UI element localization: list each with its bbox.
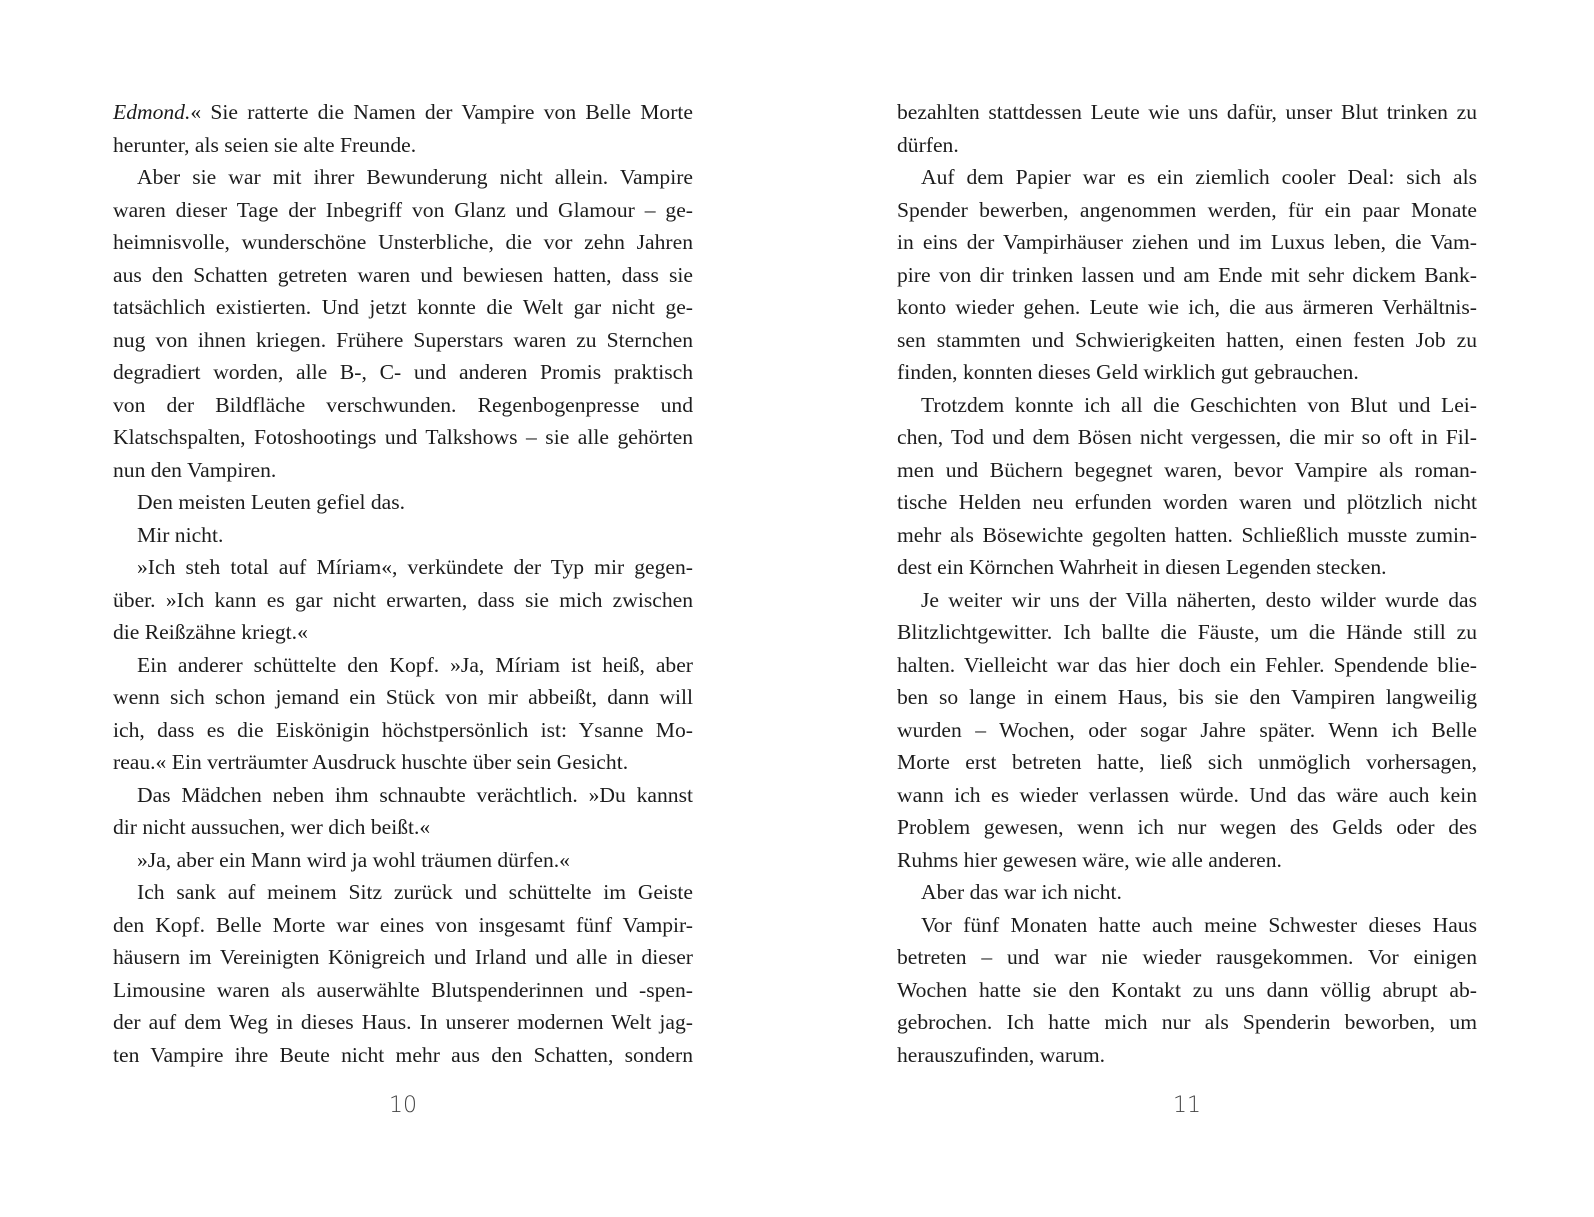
text-line: konto wieder gehen. Leute wie ich, die aus ärmeren Verhältnis-	[897, 295, 1477, 319]
right-page	[897, 96, 1477, 1071]
text-line: Wochen hatte sie den Kontakt zu uns dann völlig abrupt ab-	[897, 977, 1477, 1002]
text-line: sen stammten und Schwierigkeiten hatten, einen festen Job zu	[897, 327, 1477, 352]
text-line: wurden – Wochen, oder sogar Jahre später. Wenn ich Belle	[897, 717, 1477, 742]
text-line: die Reißzähne kriegt.«	[113, 620, 308, 644]
text-line: bezahlten stattdessen Leute wie uns dafür, unser Blut trinken zu	[897, 100, 1477, 124]
text-line: Trotzdem konnte ich all die Geschichten von Blut und Lei-	[921, 392, 1477, 417]
text-line: Mir nicht.	[137, 522, 224, 547]
text-line: Vor fünf Monaten hatte auch meine Schwester dieses Haus	[921, 912, 1477, 937]
text-line: aus den Schatten getreten waren und bewiesen hatten, dass sie	[113, 262, 693, 287]
text-line: Ich sank auf meinem Sitz zurück und schüttelte im Geiste	[137, 880, 693, 904]
text-line: tatsächlich existierten. Und jetzt konnte die Welt gar nicht ge-	[113, 295, 693, 319]
text-line: Aber das war ich nicht.	[921, 880, 1122, 904]
text-line: der auf dem Weg in dieses Haus. In unserer modernen Welt jag-	[113, 1010, 693, 1034]
text-line: mehr als Bösewichte gegolten hatten. Schließlich musste zumin-	[897, 522, 1477, 547]
text-line: ich, dass es die Eiskönigin höchstpersönlich ist: Ysanne Mo-	[113, 717, 693, 742]
text-line: über. »Ich kann es gar nicht erwarten, dass sie mich zwischen	[113, 587, 693, 612]
text-line: heimnisvolle, wunderschöne Unsterbliche, die vor zehn Jahren	[113, 230, 693, 254]
text-line: Den meisten Leuten gefiel das.	[137, 490, 406, 514]
text-line: häusern im Vereinigten Königreich und Irland und alle in dieser	[113, 945, 693, 969]
text-line: Morte erst betreten hatte, ließ sich unmöglich vorhersagen,	[897, 750, 1477, 774]
text-line: Blitzlichtgewitter. Ich ballte die Fäuste, um die Hände still zu	[897, 620, 1477, 644]
text-line: dest ein Körnchen Wahrheit in diesen Legenden stecken.	[897, 555, 1387, 579]
text-line: halten. Vielleicht war das hier doch ein Fehler. Spendende blie-	[897, 652, 1477, 677]
text-line: men und Büchern begegnet waren, bevor Vampire als roman-	[897, 457, 1477, 482]
text-line: dürfen.	[897, 132, 959, 157]
text-line: »Ich steh total auf Míriam«, verkündete der Typ mir gegen-	[137, 555, 693, 579]
text-line: herauszufinden, warum.	[897, 1042, 1106, 1067]
text-line: wann ich es wieder verlassen würde. Und das wäre auch kein	[897, 782, 1477, 807]
text-line: nun den Vampiren.	[113, 457, 277, 482]
text-line: in eins der Vampirhäuser ziehen und im Luxus leben, die Vam-	[897, 230, 1477, 254]
text-line: tische Helden neu erfunden worden waren und plötzlich nicht	[897, 490, 1477, 514]
text-line: Spender bewerben, angenommen werden, für ein paar Monate	[897, 197, 1477, 222]
text-line: herunter, als seien sie alte Freunde.	[113, 132, 417, 157]
text-line: gebrochen. Ich hatte mich nur als Spenderin beworben, um	[897, 1010, 1477, 1034]
text-line: chen, Tod und dem Bösen nicht vergessen, die mir so oft in Fil-	[897, 425, 1477, 449]
text-line: »Ja, aber ein Mann wird ja wohl träumen dürfen.«	[137, 847, 570, 872]
text-line: finden, konnten dieses Geld wirklich gut gebrauchen.	[897, 360, 1359, 384]
text-line: Ruhms hier gewesen wäre, wie alle anderen.	[897, 847, 1282, 872]
page-number-right: 11	[1173, 1093, 1201, 1118]
text-line: Edmond.« Sie ratterte die Namen der Vampire von Belle Morte	[113, 100, 693, 124]
text-line: Aber sie war mit ihrer Bewunderung nicht allein. Vampire	[137, 165, 693, 189]
text-line: Je weiter wir uns der Villa näherten, desto wilder wurde das	[921, 587, 1477, 612]
text-line: degradiert worden, alle B-, C- und anderen Promis praktisch	[113, 360, 693, 384]
italic-name: Edmond.	[113, 100, 191, 124]
text-line: Limousine waren als auserwählte Blutspenderinnen und -spen-	[113, 977, 693, 1002]
text-line: betreten – und war nie wieder rausgekommen. Vor einigen	[897, 945, 1477, 969]
text-line: Das Mädchen neben ihm schnaubte verächtlich. »Du kannst	[137, 782, 693, 807]
text-line: Problem gewesen, wenn ich nur wegen des Gelds oder des	[897, 815, 1477, 839]
text-line: den Kopf. Belle Morte war eines von insgesamt fünf Vampir-	[113, 912, 693, 937]
text-line: waren dieser Tage der Inbegriff von Glanz und Glamour – ge-	[113, 197, 693, 222]
text-line: nug von ihnen kriegen. Frühere Superstars waren zu Sternchen	[113, 327, 693, 352]
page-number-left: 10	[389, 1093, 417, 1118]
text-line: pire von dir trinken lassen und am Ende mit sehr dickem Bank-	[897, 262, 1477, 287]
text-line: dir nicht aussuchen, wer dich beißt.«	[113, 815, 431, 839]
text-line: Ein anderer schüttelte den Kopf. »Ja, Míriam ist heiß, aber	[137, 652, 693, 677]
text-line: Klatschspalten, Fotoshootings und Talkshows – sie alle gehörten	[113, 425, 693, 449]
text-line: von der Bildfläche verschwunden. Regenbogenpresse und	[113, 392, 693, 417]
left-page	[113, 96, 693, 1071]
text-line: ten Vampire ihre Beute nicht mehr aus den Schatten, sondern	[113, 1042, 693, 1067]
text-line: Auf dem Papier war es ein ziemlich cooler Deal: sich als	[921, 165, 1477, 189]
text-line: wenn sich schon jemand ein Stück von mir abbeißt, dann will	[113, 685, 693, 709]
text-line: reau.« Ein verträumter Ausdruck huschte über sein Gesicht.	[113, 750, 629, 774]
text-line: ben so lange in einem Haus, bis sie den Vampiren langweilig	[897, 685, 1477, 709]
